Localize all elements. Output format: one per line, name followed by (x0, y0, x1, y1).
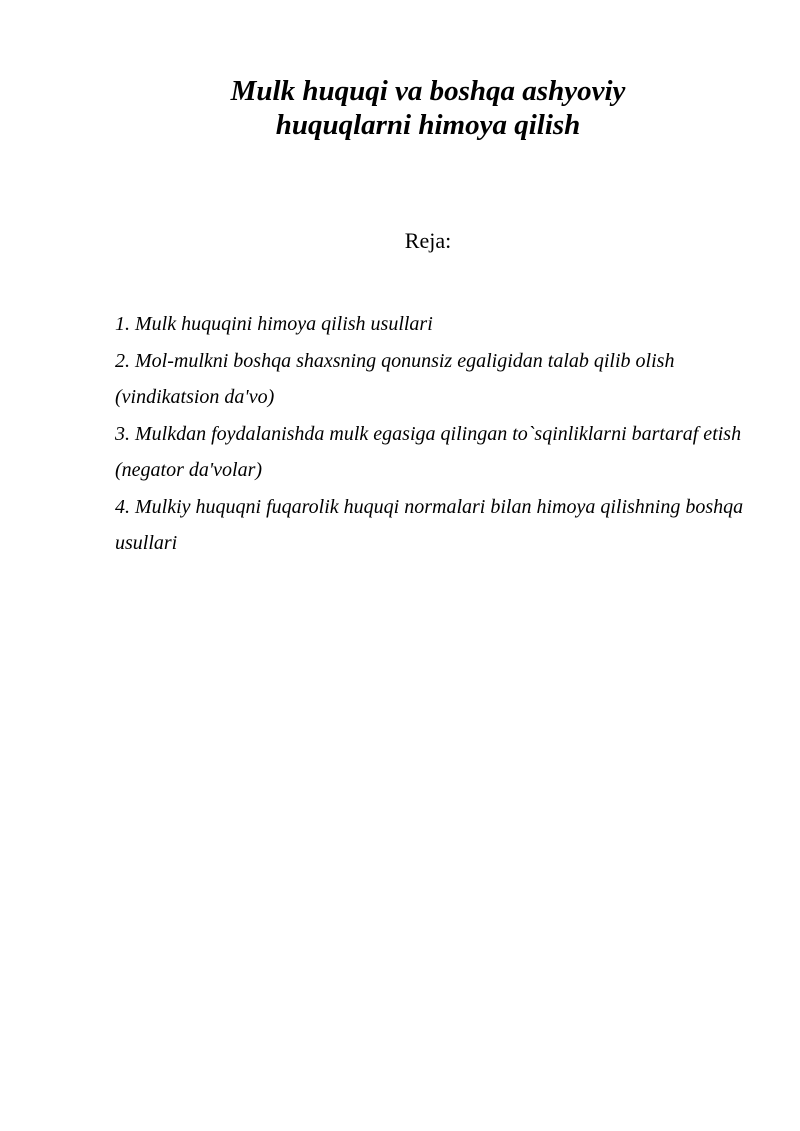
plan-list (115, 306, 765, 562)
plan-item-1: 1. Mulk huquqini himoya qilish usullari (115, 313, 433, 335)
plan-item-4: 4. Mulkiy huquqni fuqarolik huquqi normalari bilan himoya qilishning boshqa usullari (115, 495, 744, 554)
title-line-2: huquqlarni himoya qilish (275, 109, 581, 141)
document-title (0, 74, 800, 142)
title-line-1: Mulk huquqi va boshqa ashyoviy (230, 75, 626, 107)
plan-heading: Reja: (404, 228, 452, 253)
plan-item-2: 2. Mol-mulkni boshqa shaxsning qonunsiz egaligidan talab qilib olish (vindikatsion da'vo) (115, 349, 675, 408)
plan-item-3: 3. Mulkdan foydalanishda mulk egasiga qilingan to`sqinliklarni bartaraf etish (negator da'volar) (115, 422, 742, 481)
